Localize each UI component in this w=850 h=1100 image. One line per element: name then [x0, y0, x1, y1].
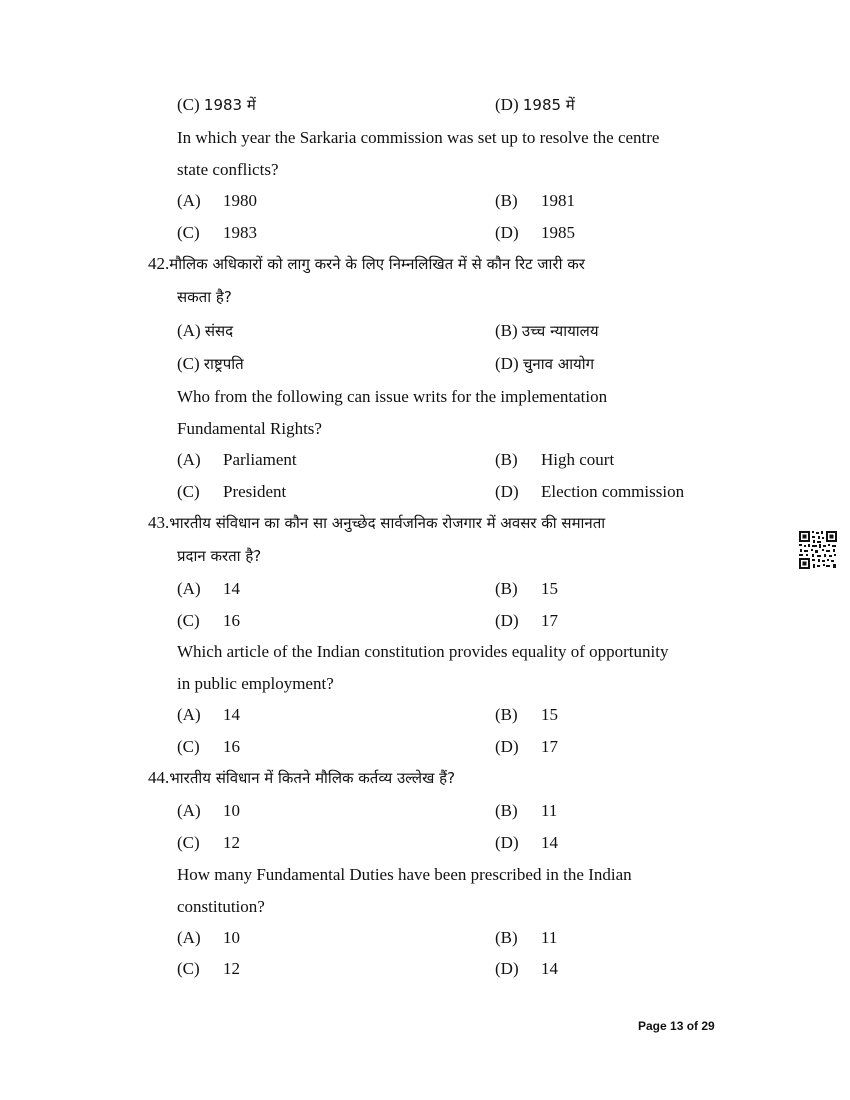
- question-text: How many Fundamental Duties have been prescribed in the Indian: [177, 865, 632, 884]
- exam-page: (C) 1983 में (D) 1985 में In which year the Sarkaria commission was set up to resolve the centre state conflicts? (A) 1980 (B) 1981 (C) 1983 (D) 1985 42.मौलिक अधिकारों को लागु करने के लिए निम्नलिखित में से कौन रिट जारी कर सकता है? (A) संसद (B) उच्च न्यायालय (C) राष्ट्रपति (D) चुनाव आयोग Who from the following can issue writs for the implementation Fundamental Rights? (A) Parliament (B) High court (C) President (D) Election commission 43.भारतीय संविधान का कौन सा अनुच्छेद सार्वजनिक रोजगार में अवसर की समानता प्रदान करता है? (A) 14 (B) 15 (C) 16 (D) 17 Which article of the Indian constitution provides equality of opportunity in public employment? (A) 14 (B) 15 (C) 16 (D) 17 44.भारतीय संविधान में कितने मौलिक कर्तव्य उल्लेख हैं? (A) 10 (B) 11 (C) 12 (D) 14 How many Fundamental Duties have been prescribed in the Indian constitution? (A) 10 (B) 11 (C) 12 (D) 14 Page 13 of 29: [0, 0, 850, 1100]
- question-43: 43.भारतीय संविधान का कौन सा अनुच्छेद सार्वजनिक रोजगार में अवसर की समानता: [148, 513, 606, 532]
- option-c: (C) 1983 में: [177, 95, 256, 114]
- option-d: (D) 1985 में: [495, 95, 575, 114]
- question-text: सकता है?: [177, 288, 232, 306]
- question-text: constitution?: [177, 897, 265, 916]
- question-text: state conflicts?: [177, 160, 279, 179]
- option-a: (A) संसद: [177, 321, 234, 340]
- option-d: (D) चुनाव आयोग: [495, 354, 595, 373]
- question-text: in public employment?: [177, 674, 334, 693]
- question-text: प्रदान करता है?: [177, 547, 262, 565]
- question-44: 44.भारतीय संविधान में कितने मौलिक कर्तव्य उल्लेख हैं?: [148, 768, 456, 787]
- qr-code-icon: [798, 530, 838, 570]
- question-text: Which article of the Indian constitution provides equality of opportunity: [177, 642, 669, 661]
- option-c: (C) राष्ट्रपति: [177, 354, 244, 373]
- option-b: (B) उच्च न्यायालय: [495, 321, 599, 340]
- question-text: Who from the following can issue writs for the implementation: [177, 387, 608, 406]
- question-text: Fundamental Rights?: [177, 419, 322, 438]
- question-42: 42.मौलिक अधिकारों को लागु करने के लिए निम्नलिखित में से कौन रिट जारी कर: [148, 254, 585, 273]
- question-text: In which year the Sarkaria commission was set up to resolve the centre: [177, 128, 660, 147]
- page-number: Page 13 of 29: [638, 1019, 715, 1033]
